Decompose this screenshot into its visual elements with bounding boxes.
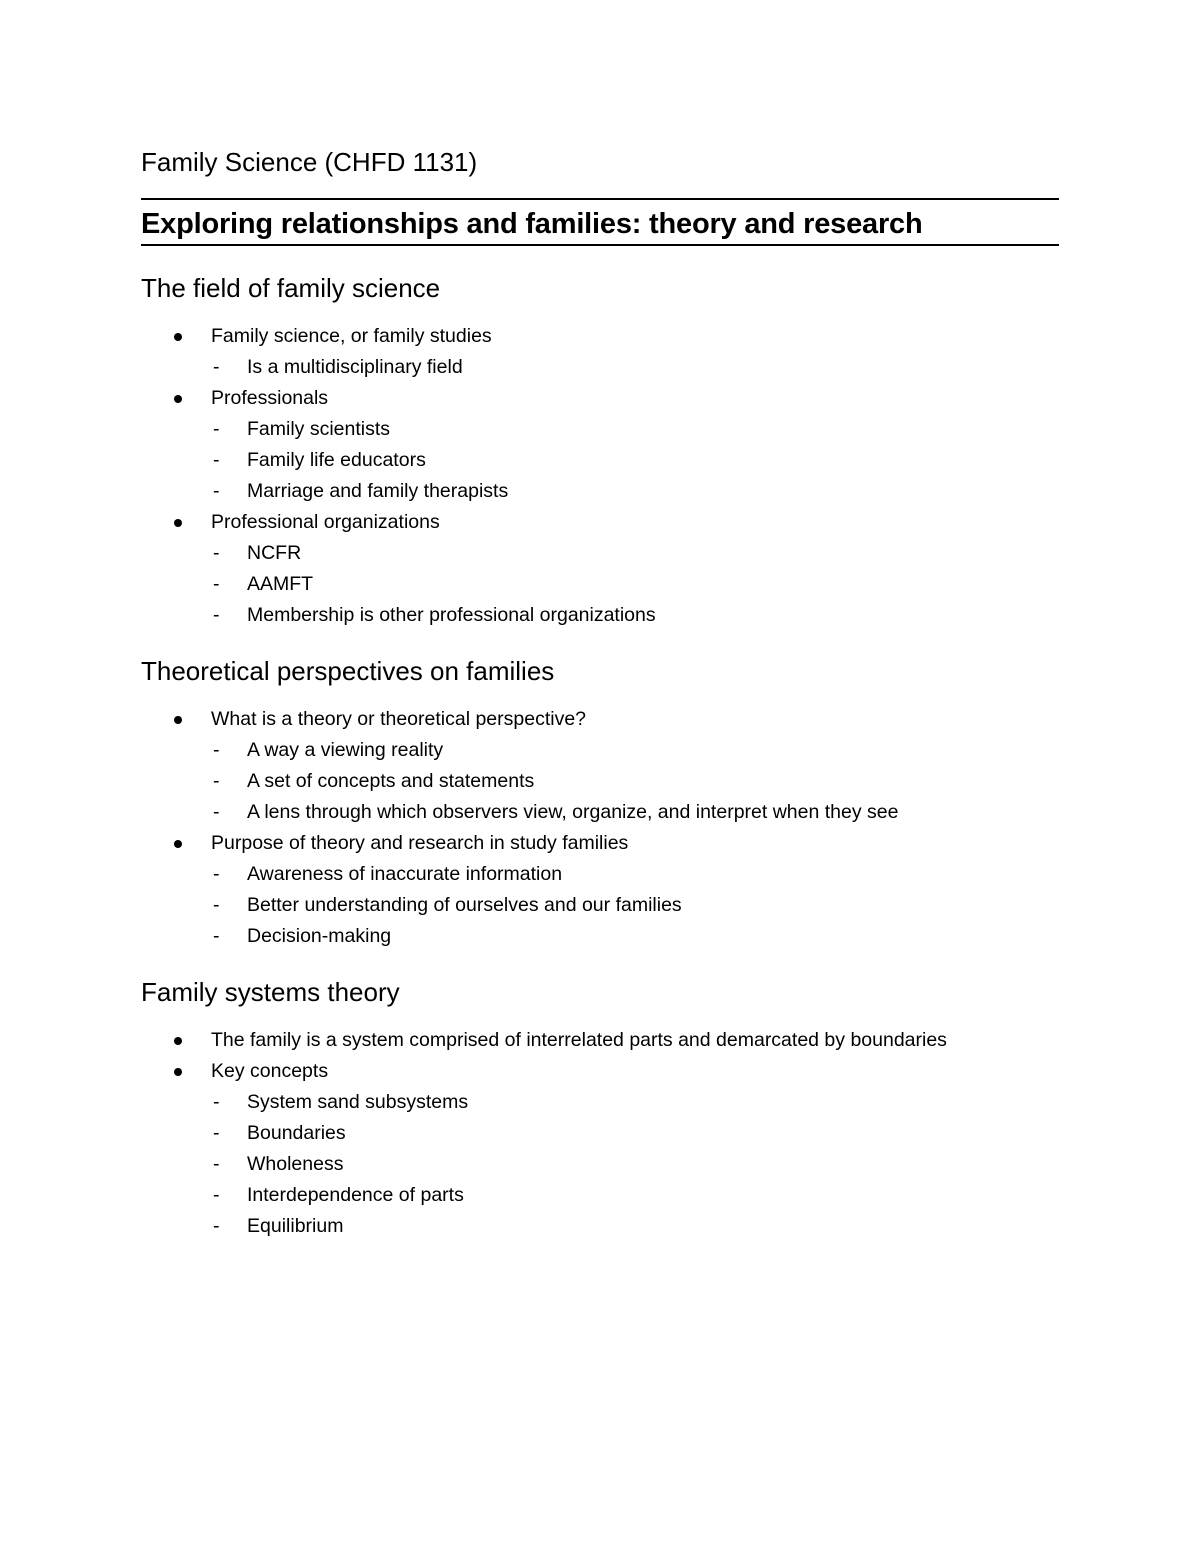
- dash-icon: -: [213, 770, 220, 792]
- sub-text: Membership is other professional organizations: [247, 604, 656, 626]
- sub-item: [141, 1211, 1059, 1242]
- bullet-text: What is a theory or theoretical perspective?: [211, 708, 587, 730]
- bullet-dot-icon: [174, 395, 182, 403]
- dash-icon: -: [213, 449, 220, 471]
- dash-icon: -: [213, 1184, 220, 1206]
- bullet-dot-icon: [174, 519, 182, 527]
- title-rule-top: [141, 198, 1059, 200]
- section-heading: Family systems theory: [141, 977, 400, 1007]
- section-field-of-family-science: [141, 270, 1059, 631]
- sub-text: A lens through which observers view, organize, and interpret when they see: [247, 801, 899, 823]
- sub-item: [141, 414, 1059, 445]
- bullet-item: [141, 1056, 1059, 1242]
- bullet-item: [141, 704, 1059, 828]
- sub-item: [141, 921, 1059, 952]
- section-heading: Theoretical perspectives on families: [141, 656, 555, 686]
- bullet-item: [141, 507, 1059, 631]
- sub-list: [141, 735, 1059, 828]
- sub-text: A way a viewing reality: [247, 739, 444, 761]
- section-theoretical-perspectives: [141, 653, 1059, 952]
- dash-icon: -: [213, 542, 220, 564]
- dash-icon: -: [213, 1153, 220, 1175]
- bullet-item: [141, 1025, 1059, 1056]
- dash-icon: -: [213, 1122, 220, 1144]
- sub-text: Wholeness: [247, 1153, 344, 1175]
- sub-text: NCFR: [247, 542, 302, 564]
- sub-text: System sand subsystems: [247, 1091, 469, 1113]
- dash-icon: -: [213, 925, 220, 947]
- document-title: Exploring relationships and families: theory and research: [141, 208, 923, 240]
- sub-text: Family scientists: [247, 418, 391, 440]
- bullet-item: [141, 321, 1059, 383]
- sub-text: Decision-making: [247, 925, 392, 947]
- sub-item: [141, 797, 1059, 828]
- sub-list: [141, 538, 1059, 631]
- sub-item: [141, 1087, 1059, 1118]
- sub-text: AAMFT: [247, 573, 314, 595]
- bullet-list: [141, 1025, 1059, 1242]
- sub-list: [141, 859, 1059, 952]
- dash-icon: -: [213, 573, 220, 595]
- sub-text: Is a multidisciplinary field: [247, 356, 463, 378]
- sub-text: A set of concepts and statements: [247, 770, 535, 792]
- dash-icon: -: [213, 604, 220, 626]
- bullet-list: [141, 321, 1059, 631]
- sub-item: [141, 890, 1059, 921]
- bullet-text: Professionals: [211, 387, 329, 409]
- sub-item: [141, 1149, 1059, 1180]
- sub-item: [141, 1118, 1059, 1149]
- dash-icon: -: [213, 1215, 220, 1237]
- bullet-text: Key concepts: [211, 1060, 329, 1082]
- bullet-item: [141, 383, 1059, 507]
- dash-icon: -: [213, 480, 220, 502]
- sub-text: Awareness of inaccurate information: [247, 863, 563, 885]
- sub-item: [141, 600, 1059, 631]
- dash-icon: -: [213, 801, 220, 823]
- section-heading: The field of family science: [141, 273, 441, 303]
- bullet-list: [141, 704, 1059, 952]
- bullet-text: Purpose of theory and research in study families: [211, 832, 629, 854]
- sub-text: Boundaries: [247, 1122, 346, 1144]
- bullet-text: Family science, or family studies: [211, 325, 492, 347]
- sub-item: [141, 569, 1059, 600]
- bullet-dot-icon: [174, 716, 182, 724]
- section-family-systems-theory: [141, 974, 1059, 1242]
- title-rule-bottom: [141, 244, 1059, 246]
- bullet-text: Professional organizations: [211, 511, 440, 533]
- dash-icon: -: [213, 894, 220, 916]
- dash-icon: -: [213, 863, 220, 885]
- sub-item: [141, 538, 1059, 569]
- sub-text: Interdependence of parts: [247, 1184, 464, 1206]
- dash-icon: -: [213, 739, 220, 761]
- sub-text: Better understanding of ourselves and our families: [247, 894, 682, 916]
- bullet-text: The family is a system comprised of interrelated parts and demarcated by boundaries: [211, 1029, 947, 1051]
- sub-text: Marriage and family therapists: [247, 480, 509, 502]
- dash-icon: -: [213, 356, 220, 378]
- sub-item: [141, 445, 1059, 476]
- dash-icon: -: [213, 1091, 220, 1113]
- sub-text: Family life educators: [247, 449, 426, 471]
- sub-item: [141, 476, 1059, 507]
- sub-list: [141, 1087, 1059, 1242]
- bullet-dot-icon: [174, 333, 182, 341]
- bullet-item: [141, 828, 1059, 952]
- sub-item: [141, 766, 1059, 797]
- sub-list: [141, 352, 1059, 383]
- dash-icon: -: [213, 418, 220, 440]
- bullet-dot-icon: [174, 840, 182, 848]
- sub-item: [141, 735, 1059, 766]
- bullet-dot-icon: [174, 1037, 182, 1045]
- sub-list: [141, 414, 1059, 507]
- bullet-dot-icon: [174, 1068, 182, 1076]
- sub-item: [141, 1180, 1059, 1211]
- course-title: Family Science (CHFD 1131): [141, 147, 478, 177]
- sub-text: Equilibrium: [247, 1215, 344, 1237]
- sub-item: [141, 352, 1059, 383]
- sub-item: [141, 859, 1059, 890]
